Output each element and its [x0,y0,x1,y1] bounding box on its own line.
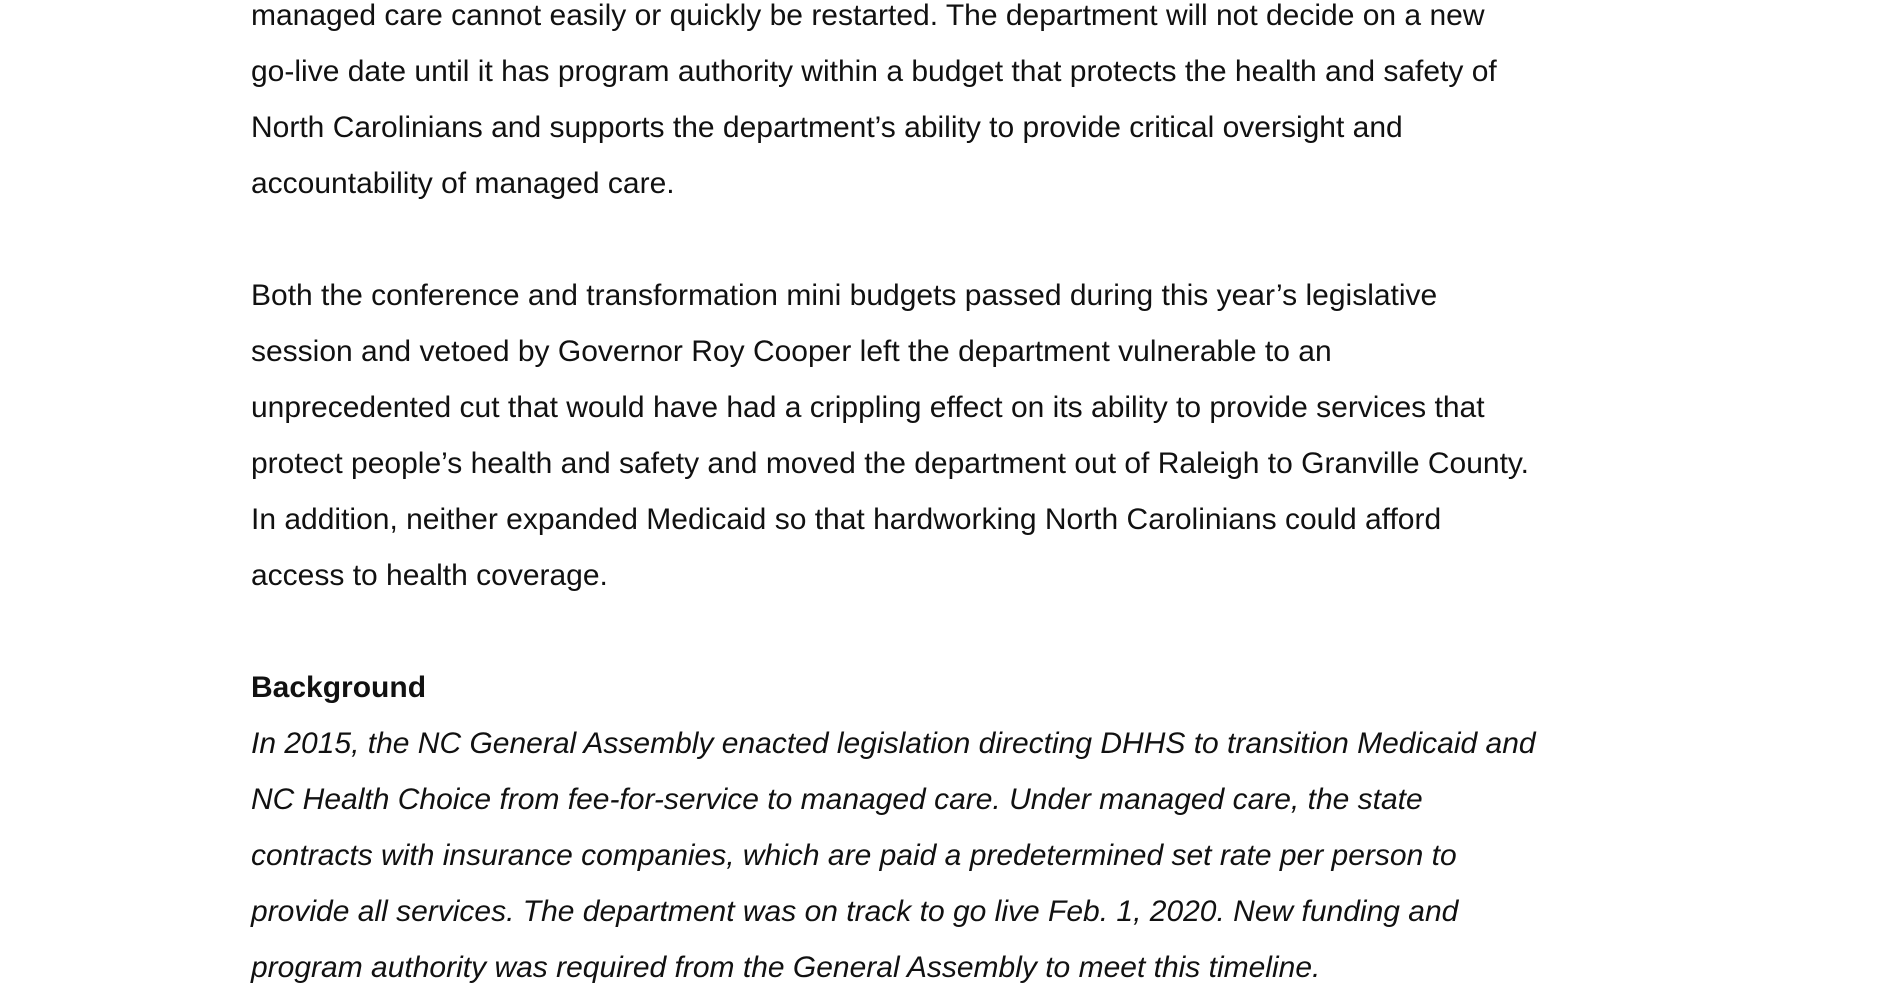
paragraph-spacer [251,604,1671,660]
paragraph-line: Both the conference and transformation mini budgets passed during this year’s legislative [251,279,1438,312]
background-line: provide all services. The department was on track to go live Feb. 1, 2020. New funding and [251,895,1459,928]
paragraph-line: go-live date until it has program authority within a budget that protects the health and safety of [251,55,1497,88]
paragraph-line: managed care cannot easily or quickly be restarted. The department will not decide on a new [251,0,1485,32]
section-heading: Background [251,671,427,704]
paragraph-line: access to health coverage. [251,559,608,592]
background-line: program authority was required from the General Assembly to meet this timeline. [251,951,1321,984]
paragraph-managed-care-restart [251,0,1671,212]
paragraph-line: In addition, neither expanded Medicaid so that hardworking North Carolinians could afford [251,503,1442,536]
paragraph-line: session and vetoed by Governor Roy Cooper left the department vulnerable to an [251,335,1332,368]
paragraph-line: unprecedented cut that would have had a crippling effect on its ability to provide services that [251,391,1485,424]
paragraph-line: accountability of managed care. [251,167,675,200]
background-line: contracts with insurance companies, which are paid a predetermined set rate per person to [251,839,1457,872]
background-line: In 2015, the NC General Assembly enacted legislation directing DHHS to transition Medicaid and [251,727,1536,760]
paragraph-line: protect people’s health and safety and moved the department out of Raleigh to Granville County. [251,447,1530,480]
background-line: NC Health Choice from fee-for-service to managed care. Under managed care, the state [251,783,1423,816]
paragraph-line: North Carolinians and supports the department’s ability to provide critical oversight and [251,111,1403,144]
document-body [251,0,1671,996]
background-section [251,660,1671,996]
paragraph-budget-veto [251,268,1671,604]
paragraph-spacer [251,212,1671,268]
